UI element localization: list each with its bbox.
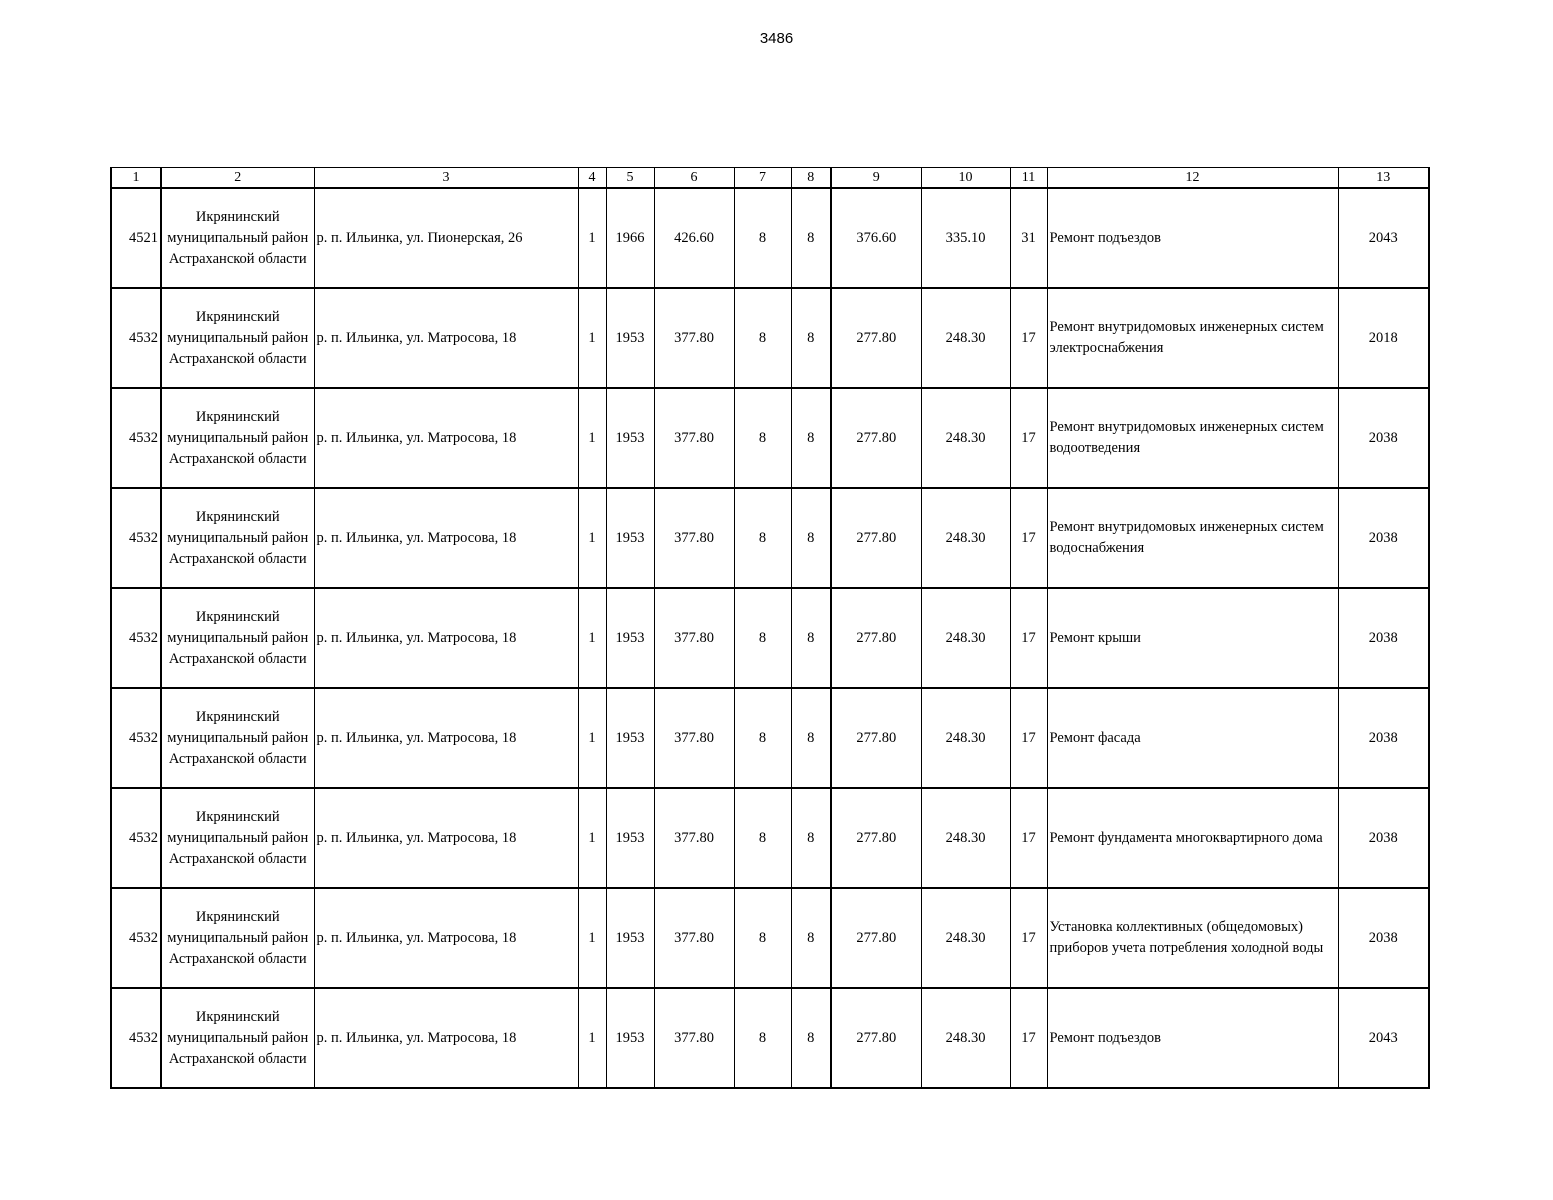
table-row [111,988,1429,1088]
table-row [111,588,1429,688]
area-cell: 277.80 [831,888,921,988]
row-number-cell: 4532 [111,488,161,588]
total-area-cell: 426.60 [654,188,734,288]
living-area-cell: 248.30 [921,588,1010,688]
col8-cell: 8 [791,688,831,788]
col7-cell: 8 [734,288,791,388]
year-cell: 1953 [606,588,654,688]
row-number-cell: 4532 [111,988,161,1088]
header-cell: 12 [1047,168,1338,189]
work-type-cell: Установка коллективных (общедомовых) приборов учета потребления холодной воды [1047,888,1338,988]
living-area-cell: 335.10 [921,188,1010,288]
address-cell: р. п. Ильинка, ул. Матросова, 18 [314,588,578,688]
col8-cell: 8 [791,488,831,588]
address-cell: р. п. Ильинка, ул. Матросова, 18 [314,888,578,988]
residents-cell: 31 [1010,188,1047,288]
col8-cell: 8 [791,388,831,488]
work-type-cell: Ремонт крыши [1047,588,1338,688]
col4-cell: 1 [578,188,606,288]
address-cell: р. п. Ильинка, ул. Матросова, 18 [314,988,578,1088]
table-row [111,688,1429,788]
total-area-cell: 377.80 [654,888,734,988]
col7-cell: 8 [734,188,791,288]
planned-year-cell: 2043 [1338,188,1429,288]
living-area-cell: 248.30 [921,388,1010,488]
row-number-cell: 4521 [111,188,161,288]
municipality-cell: Икрянинский муниципальный район Астраханской области [161,188,314,288]
address-cell: р. п. Ильинка, ул. Матросова, 18 [314,488,578,588]
living-area-cell: 248.30 [921,288,1010,388]
address-cell: р. п. Ильинка, ул. Матросова, 18 [314,688,578,788]
area-cell: 277.80 [831,388,921,488]
residents-cell: 17 [1010,388,1047,488]
page-number: 3486 [759,30,794,47]
col7-cell: 8 [734,388,791,488]
col4-cell: 1 [578,288,606,388]
total-area-cell: 377.80 [654,388,734,488]
header-cell: 5 [606,168,654,189]
address-cell: р. п. Ильинка, ул. Матросова, 18 [314,788,578,888]
planned-year-cell: 2043 [1338,988,1429,1088]
col8-cell: 8 [791,588,831,688]
area-cell: 277.80 [831,488,921,588]
year-cell: 1953 [606,888,654,988]
row-number-cell: 4532 [111,288,161,388]
total-area-cell: 377.80 [654,688,734,788]
total-area-cell: 377.80 [654,788,734,888]
residents-cell: 17 [1010,888,1047,988]
planned-year-cell: 2038 [1338,788,1429,888]
work-type-cell: Ремонт подъездов [1047,988,1338,1088]
municipality-cell: Икрянинский муниципальный район Астраханской области [161,388,314,488]
header-cell: 8 [791,168,831,189]
residents-cell: 17 [1010,988,1047,1088]
planned-year-cell: 2038 [1338,488,1429,588]
col4-cell: 1 [578,588,606,688]
residents-cell: 17 [1010,688,1047,788]
table-row [111,388,1429,488]
total-area-cell: 377.80 [654,588,734,688]
header-cell: 7 [734,168,791,189]
col7-cell: 8 [734,988,791,1088]
planned-year-cell: 2038 [1338,388,1429,488]
year-cell: 1953 [606,488,654,588]
table-row [111,188,1429,288]
col4-cell: 1 [578,388,606,488]
work-type-cell: Ремонт внутридомовых инженерных систем водоотведения [1047,388,1338,488]
year-cell: 1953 [606,388,654,488]
work-type-cell: Ремонт фасада [1047,688,1338,788]
table-row [111,788,1429,888]
residents-cell: 17 [1010,288,1047,388]
col7-cell: 8 [734,788,791,888]
table-row [111,288,1429,388]
table-header-row [111,168,1429,189]
col8-cell: 8 [791,988,831,1088]
municipality-cell: Икрянинский муниципальный район Астраханской области [161,288,314,388]
address-cell: р. п. Ильинка, ул. Матросова, 18 [314,288,578,388]
col4-cell: 1 [578,688,606,788]
row-number-cell: 4532 [111,788,161,888]
area-cell: 277.80 [831,688,921,788]
area-cell: 277.80 [831,588,921,688]
municipality-cell: Икрянинский муниципальный район Астраханской области [161,888,314,988]
living-area-cell: 248.30 [921,888,1010,988]
col4-cell: 1 [578,888,606,988]
area-cell: 277.80 [831,988,921,1088]
col7-cell: 8 [734,588,791,688]
planned-year-cell: 2038 [1338,588,1429,688]
residents-cell: 17 [1010,788,1047,888]
area-cell: 277.80 [831,288,921,388]
planned-year-cell: 2038 [1338,888,1429,988]
planned-year-cell: 2018 [1338,288,1429,388]
year-cell: 1953 [606,288,654,388]
year-cell: 1953 [606,788,654,888]
year-cell: 1966 [606,188,654,288]
address-cell: р. п. Ильинка, ул. Матросова, 18 [314,388,578,488]
header-cell: 6 [654,168,734,189]
col7-cell: 8 [734,688,791,788]
row-number-cell: 4532 [111,888,161,988]
work-type-cell: Ремонт фундамента многоквартирного дома [1047,788,1338,888]
work-type-cell: Ремонт внутридомовых инженерных систем водоснабжения [1047,488,1338,588]
col7-cell: 8 [734,888,791,988]
col8-cell: 8 [791,888,831,988]
header-cell: 4 [578,168,606,189]
col8-cell: 8 [791,788,831,888]
row-number-cell: 4532 [111,688,161,788]
planned-year-cell: 2038 [1338,688,1429,788]
address-cell: р. п. Ильинка, ул. Пионерская, 26 [314,188,578,288]
table-row [111,488,1429,588]
work-type-cell: Ремонт внутридомовых инженерных систем электроснабжения [1047,288,1338,388]
header-cell: 3 [314,168,578,189]
year-cell: 1953 [606,688,654,788]
header-cell: 11 [1010,168,1047,189]
municipality-cell: Икрянинский муниципальный район Астраханской области [161,988,314,1088]
living-area-cell: 248.30 [921,488,1010,588]
header-cell: 10 [921,168,1010,189]
row-number-cell: 4532 [111,388,161,488]
col8-cell: 8 [791,288,831,388]
area-cell: 376.60 [831,188,921,288]
col4-cell: 1 [578,988,606,1088]
municipality-cell: Икрянинский муниципальный район Астраханской области [161,788,314,888]
work-type-cell: Ремонт подъездов [1047,188,1338,288]
total-area-cell: 377.80 [654,288,734,388]
register-table [110,167,1430,1089]
year-cell: 1953 [606,988,654,1088]
municipality-cell: Икрянинский муниципальный район Астраханской области [161,688,314,788]
residents-cell: 17 [1010,588,1047,688]
header-cell: 9 [831,168,921,189]
header-cell: 13 [1338,168,1429,189]
header-cell: 2 [161,168,314,189]
table-row [111,888,1429,988]
area-cell: 277.80 [831,788,921,888]
living-area-cell: 248.30 [921,788,1010,888]
header-cell: 1 [111,168,161,189]
living-area-cell: 248.30 [921,988,1010,1088]
col4-cell: 1 [578,488,606,588]
municipality-cell: Икрянинский муниципальный район Астраханской области [161,488,314,588]
col7-cell: 8 [734,488,791,588]
row-number-cell: 4532 [111,588,161,688]
col4-cell: 1 [578,788,606,888]
municipality-cell: Икрянинский муниципальный район Астраханской области [161,588,314,688]
living-area-cell: 248.30 [921,688,1010,788]
total-area-cell: 377.80 [654,488,734,588]
residents-cell: 17 [1010,488,1047,588]
col8-cell: 8 [791,188,831,288]
total-area-cell: 377.80 [654,988,734,1088]
